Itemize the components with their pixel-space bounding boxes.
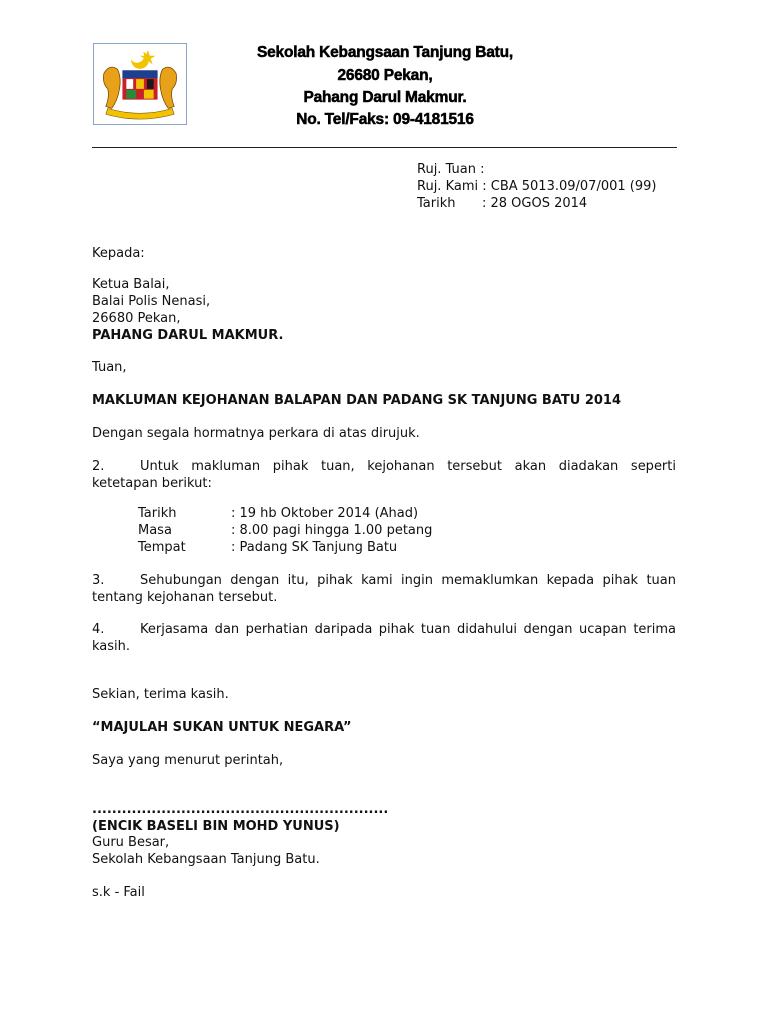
paragraph-3-number: 3. <box>92 573 105 588</box>
saya-yang-menurut-perintah: Saya yang menurut perintah, <box>92 753 284 768</box>
malaysia-coat-of-arms-icon <box>93 43 187 125</box>
tarikh-value: : 28 OGOS 2014 <box>482 196 588 211</box>
tarikh-label: Tarikh <box>417 196 456 211</box>
carbon-copy: s.k - Fail <box>92 885 145 900</box>
paragraph-2-text: Untuk makluman pihak tuan, kejohanan tersebut akan diadakan seperti ketetapan berikut: <box>92 459 676 491</box>
subject-line: MAKLUMAN KEJOHANAN BALAPAN DAN PADANG SK TANJUNG BATU 2014 <box>92 393 622 408</box>
signatory-title: Guru Besar, <box>92 835 170 850</box>
motto: “MAJULAH SUKAN UNTUK NEGARA” <box>92 720 352 735</box>
paragraph-1: Dengan segala hormatnya perkara di atas dirujuk. <box>92 426 420 441</box>
school-state: Pahang Darul Makmur. <box>303 89 467 106</box>
signature-line: ............................................................ <box>92 802 389 817</box>
detail-label-tarikh: Tarikh <box>138 506 177 521</box>
paragraph-2-number: 2. <box>92 459 105 474</box>
salutation: Tuan, <box>92 360 127 375</box>
detail-label-masa: Masa <box>138 523 172 538</box>
paragraph-3-text: Sehubungan dengan itu, pihak kami ingin memaklumkan kepada pihak tuan tentang kejohanan tersebut. <box>92 573 676 605</box>
paragraph-4 <box>92 621 676 655</box>
recipient-line-2: Balai Polis Nenasi, <box>92 294 211 309</box>
paragraph-4-text: Kerjasama dan perhatian daripada pihak tuan didahului dengan ucapan terima kasih. <box>92 622 676 654</box>
signatory-name: (ENCIK BASELI BIN MOHD YUNUS) <box>92 819 340 834</box>
signatory-organisation: Sekolah Kebangsaan Tanjung Batu. <box>92 852 320 867</box>
school-phone: No. Tel/Faks: 09-4181516 <box>296 111 474 128</box>
recipient-line-4: PAHANG DARUL MAKMUR. <box>92 328 284 343</box>
detail-value-tempat: : Padang SK Tanjung Batu <box>231 540 398 555</box>
paragraph-4-number: 4. <box>92 622 105 637</box>
ruj-kami: Ruj. Kami : CBA 5013.09/07/001 (99) <box>417 179 657 194</box>
school-name: Sekolah Kebangsaan Tanjung Batu, <box>257 44 513 61</box>
letterhead-divider <box>92 147 677 148</box>
detail-value-masa: : 8.00 pagi hingga 1.00 petang <box>231 523 433 538</box>
detail-label-tempat: Tempat <box>138 540 186 555</box>
recipient-line-3: 26680 Pekan, <box>92 311 181 326</box>
ruj-tuan: Ruj. Tuan : <box>417 162 485 177</box>
kepada-label: Kepada: <box>92 246 145 261</box>
school-postcode-town: 26680 Pekan, <box>337 67 433 84</box>
closing: Sekian, terima kasih. <box>92 687 229 702</box>
paragraph-3 <box>92 572 676 606</box>
recipient-line-1: Ketua Balai, <box>92 277 170 292</box>
paragraph-2 <box>92 458 676 492</box>
detail-value-tarikh: : 19 hb Oktober 2014 (Ahad) <box>231 506 419 521</box>
